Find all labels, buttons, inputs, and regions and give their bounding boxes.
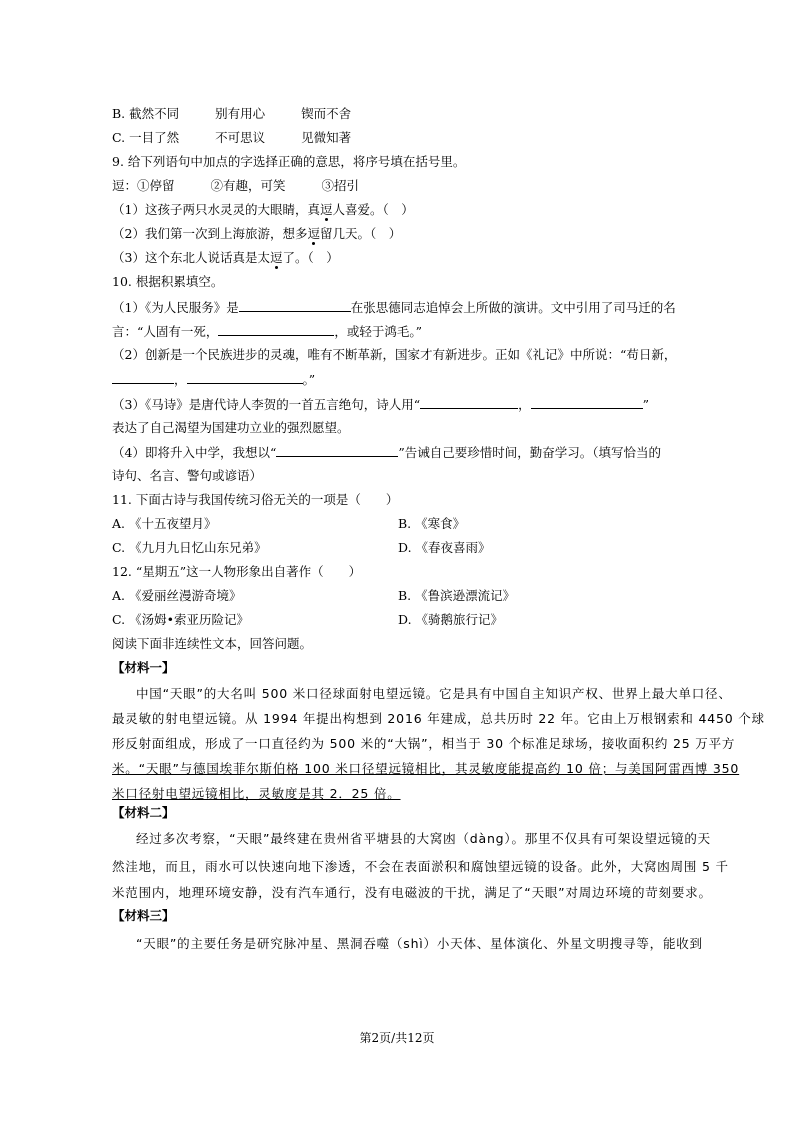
material-3-heading: 【材料三】 (112, 908, 175, 923)
sentence-text: 言：“人固有一死， (112, 324, 219, 339)
sentence-text: ， (518, 397, 531, 412)
sentence-text: ” (642, 397, 650, 412)
answer-blank[interactable] (276, 444, 398, 457)
sentence-text: （1）《为人民服务》是 (112, 300, 239, 315)
option-b[interactable]: B. 《鲁滨逊漂流记》 (398, 588, 516, 603)
material-1-heading: 【材料一】 (112, 660, 175, 675)
option-text: 不可思议 (215, 130, 266, 145)
option-text: 逗：①停留 (112, 178, 175, 193)
question-9: 9. 给下列语句中加点的字选择正确的意思，将序号填在括号里。 (112, 154, 466, 169)
material-1-line: 形反射面组成，形成了一口直径约为 500 米的“大锅”，相当于 30 个标准足球场，接收面积约 25 万平方 (112, 736, 736, 751)
sentence-text: 在张思德同志追悼会上所做的演讲。文中引用了司马迁的名 (350, 300, 676, 315)
question-12: 12. “星期五”这一人物形象出自著作（ ） (112, 564, 362, 579)
answer-blank[interactable] (187, 371, 303, 384)
sentence-text: 人喜爱。（ ） (332, 202, 414, 217)
dotted-char: 逗 (269, 250, 283, 265)
question-10: 10. 根据积累填空。 (112, 274, 224, 289)
sentence-text: （2）我们第一次到上海旅游，想多 (112, 226, 308, 241)
dotted-char: 逗 (319, 202, 333, 217)
question-10-item-2: （2）创新是一个民族进步的灵魂，唯有不断革新，国家才有新进步。正如《礼记》中所说：“苟日新， (112, 347, 677, 362)
question-9-item-2 (112, 226, 401, 242)
sentence-text: 留几天。（ ） (319, 226, 402, 241)
question-10-item-4-cont: 诗句、名言、警句或谚语） (112, 468, 263, 483)
material-1-line: 中国“天眼”的大名叫 500 米口径球面射电望远镜。它是具有中国自主知识产权、世界上最大单口径、 (136, 686, 732, 701)
page-footer: 第2页/共12页 (359, 1031, 435, 1045)
option-text: ②有趣，可笑 (210, 178, 286, 193)
question-10-item-3 (112, 396, 649, 413)
option-c[interactable]: C. 《汤姆•索亚历险记》 (112, 612, 249, 627)
reading-instruction: 阅读下面非连续性文本，回答问题。 (112, 636, 313, 651)
option-a[interactable]: A. 《爱丽丝漫游奇境》 (112, 588, 242, 603)
question-11: 11. 下面古诗与我国传统习俗无关的一项是（ ） (112, 492, 399, 507)
dotted-char: 逗 (307, 226, 320, 241)
option-text: ③招引 (321, 178, 360, 193)
option-text: 见微知著 (301, 130, 352, 145)
sentence-text: （3）《马诗》是唐代诗人李贺的一首五言绝句，诗人用“ (112, 397, 421, 412)
question-9-item-1 (112, 202, 414, 218)
sentence-text: ，或轻于鸿毛。” (334, 324, 423, 339)
answer-blank[interactable] (531, 396, 643, 409)
sentence-text: ， (174, 372, 187, 387)
answer-blank[interactable] (218, 323, 334, 336)
material-2-line: 然洼地，而且，雨水可以快速向地下渗透，不会在表面淤积和腐蚀望远镜的设备。此外，大窝凼周围 5 千 (112, 859, 729, 874)
sentence-text: ”告诫自己要珍惜时间，勤奋学习。（填写恰当的 (398, 445, 662, 460)
answer-blank[interactable] (239, 299, 351, 312)
question-10-item-1 (112, 299, 676, 316)
question-10-item-2-cont (112, 371, 315, 388)
sentence-text: （1）这孩子两只水灵灵的大眼睛，真 (112, 202, 320, 217)
answer-blank[interactable] (420, 396, 518, 409)
material-2-line: 经过多次考察，“天眼”最终建在贵州省平塘县的大窝凼（dàng）。那里不仅具有可架设望远镜的天 (136, 831, 711, 846)
option-c[interactable]: C. 《九月九日忆山东兄弟》 (112, 540, 267, 555)
option-c-line (112, 130, 351, 146)
question-10-item-4 (112, 444, 661, 461)
option-text: 别有用心 (215, 106, 266, 121)
answer-blank[interactable] (112, 371, 174, 384)
option-b[interactable]: B. 《寒食》 (398, 516, 466, 531)
question-10-item-3-cont: 表达了自己渴望为国建功立业的强烈愿望。 (112, 420, 350, 435)
sentence-text: （4）即将升入中学，我想以“ (112, 445, 277, 460)
material-2-line: 米范围内，地理环境安静，没有汽车通行，没有电磁波的干扰，满足了“天眼”对周边环境的苛刻要求。 (112, 885, 712, 900)
material-1-underlined-line: 米口径射电望远镜相比，灵敏度是其 2．25 倍。 (112, 786, 401, 801)
sentence-text: 。” (302, 372, 316, 387)
option-text: C. 一目了然 (112, 130, 180, 145)
sentence-text: （3）这个东北人说话真是太 (112, 250, 270, 265)
material-1-underlined-line: 米。“天眼”与德国埃菲尔斯伯格 100 米口径望远镜相比，其灵敏度能提高约 10 倍；与美国阿雷西博 350 (112, 761, 740, 776)
option-text: 锲而不舍 (301, 106, 352, 121)
question-11-row-1 (112, 516, 216, 532)
question-9-options (112, 178, 359, 194)
option-d[interactable]: D. 《春夜喜雨》 (398, 540, 491, 555)
option-a[interactable]: A. 《十五夜望月》 (112, 516, 217, 531)
material-1-line: 最灵敏的射电望远镜。从 1994 年提出构想到 2016 年建成，总共历时 22 年。它由上万根钢索和 4450 个球 (112, 711, 765, 726)
material-3-line: “天眼”的主要任务是研究脉冲星、黑洞吞噬（shì）小天体、星体演化、外星文明搜寻等，能收到 (136, 936, 703, 951)
sentence-text: 了。（ ） (282, 250, 339, 265)
question-9-item-3 (112, 250, 339, 266)
option-b-line (112, 106, 351, 122)
material-2-heading: 【材料二】 (112, 805, 175, 820)
option-text: B. 截然不同 (112, 106, 180, 121)
question-10-item-1-cont (112, 323, 422, 340)
option-d[interactable]: D. 《骑鹅旅行记》 (398, 612, 504, 627)
